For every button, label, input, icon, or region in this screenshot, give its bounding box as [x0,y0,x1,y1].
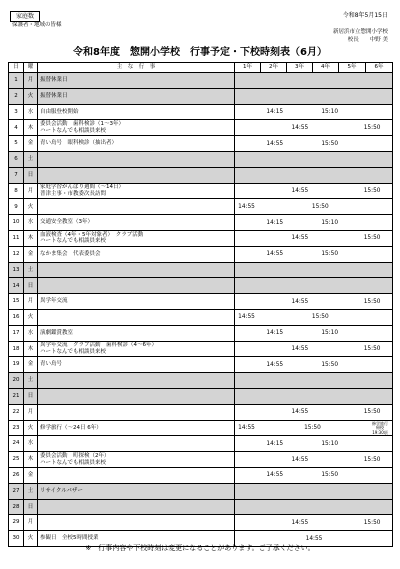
events-cell [38,246,235,262]
weekday-cell: 月 [24,73,38,89]
day-cell: 17 [9,325,24,341]
principal-name: 校長 中野 美 [347,37,388,43]
table-row [9,341,393,357]
weekday-cell: 土 [24,262,38,278]
day-cell: 19 [9,357,24,373]
schedule-body [9,73,393,547]
dismissal-time: 14:55 [291,408,309,415]
table-row [9,452,393,468]
dismissal-times-cell [235,294,393,310]
dismissal-time: 14:55 [266,472,284,479]
dismissal-times-cell [235,73,393,89]
day-cell: 10 [9,215,24,231]
table-row [9,73,393,89]
events-cell [38,515,235,531]
dismissal-times-cell [235,341,393,357]
dismissal-time: 15:50 [311,314,329,321]
table-row [9,120,393,136]
event-text: 青い鳥号 眼科検診（抽出者） [40,140,118,147]
dismissal-time: 14:55 [266,250,284,257]
table-row [9,183,393,199]
table-row [9,262,393,278]
events-cell [38,136,235,152]
day-cell: 2 [9,88,24,104]
events-cell [38,373,235,389]
weekday-cell: 木 [24,452,38,468]
addressee: 保護者・地域の皆様 [12,22,62,28]
dismissal-times-cell [235,230,393,246]
event-text: 委員会活動 歯科検診（1〜3年） [40,121,124,128]
events-cell [38,215,235,231]
day-cell: 28 [9,499,24,515]
dismissal-times-cell [235,151,393,167]
weekday-cell: 火 [24,420,38,436]
dismissal-times-cell [235,357,393,373]
event-text: リサイクルバザー [40,487,83,494]
events-cell [38,262,235,278]
event-text: 交通安全教室（3年） [40,219,93,226]
table-row [9,357,393,373]
table-row [9,294,393,310]
school-name: 新居浜市立惣開小学校 [332,29,388,35]
weekday-cell: 火 [24,309,38,325]
event-text: 血液検査（4年・5年対象者） クラブ活動 [40,231,144,238]
dismissal-time: 14:55 [305,535,323,542]
column-header-day: 日 [9,63,24,73]
event-text: 異学年交流 [40,298,68,305]
table-row [9,325,393,341]
day-cell: 27 [9,483,24,499]
events-cell [38,436,235,452]
event-text: 委員会活動 町探検（2年） [40,453,110,460]
weekday-cell: 土 [24,151,38,167]
dismissal-time: 15:50 [363,187,381,194]
table-row [9,499,393,515]
weekday-cell: 木 [24,230,38,246]
trip-note-line: 帰校 [376,425,384,431]
day-cell: 15 [9,294,24,310]
dismissal-time: 14:15 [266,219,284,226]
day-cell: 6 [9,151,24,167]
event-text: 普津主事・市教委次長訪問 [40,190,107,197]
table-row [9,515,393,531]
events-cell [38,452,235,468]
dismissal-time: 14:55 [291,298,309,305]
dismissal-time: 14:15 [266,440,284,447]
dismissal-times-cell [235,467,393,483]
dismissal-time: 15:10 [321,219,339,226]
dismissal-time: 15:10 [321,108,339,115]
weekday-cell: 月 [24,183,38,199]
event-text: 異学年交流 クラブ活動 歯科検診（4〜6年） [40,342,158,349]
event-text: 自由服登校開始 [40,108,79,115]
dismissal-time: 15:50 [321,140,339,147]
dismissal-time: 15:50 [363,456,381,463]
events-cell [38,388,235,404]
events-cell [38,404,235,420]
table-row [9,309,393,325]
dismissal-times-cell [235,404,393,420]
day-cell: 26 [9,467,24,483]
dismissal-time: 15:50 [363,345,381,352]
weekday-cell: 水 [24,325,38,341]
table-row [9,404,393,420]
weekday-cell: 金 [24,246,38,262]
day-cell: 23 [9,420,24,436]
column-header-events: 主 な 行 事 [38,63,235,73]
table-row [9,136,393,152]
dismissal-time: 14:55 [291,124,309,131]
weekday-cell: 木 [24,341,38,357]
table-row [9,230,393,246]
events-cell [38,88,235,104]
day-cell: 9 [9,199,24,215]
events-cell [38,341,235,357]
event-text: なかま集会 代表委員会 [40,250,101,257]
dismissal-time: 14:15 [266,108,284,115]
dismissal-times-cell [235,215,393,231]
table-row [9,88,393,104]
weekday-cell: 金 [24,467,38,483]
events-cell [38,230,235,246]
column-header-weekday: 曜 [24,63,38,73]
event-text: 青い鳥号 [40,361,63,368]
events-cell [38,483,235,499]
event-text: ハートなんでも相談員来校 [40,127,107,134]
weekday-cell: 土 [24,483,38,499]
weekday-cell: 金 [24,136,38,152]
dismissal-times-cell [235,88,393,104]
page-title: 令和8年度 惣開小学校 行事予定・下校時刻表（6月） [73,47,327,58]
event-text: 振替休業日 [40,92,68,99]
weekday-cell: 日 [24,499,38,515]
dismissal-time: 15:10 [321,329,339,336]
day-cell: 3 [9,104,24,120]
trip-return-note [369,422,391,436]
day-cell: 20 [9,373,24,389]
dismissal-time: 15:50 [363,124,381,131]
trip-note-line: 修学旅行 [372,420,388,426]
day-cell: 18 [9,341,24,357]
dismissal-time: 14:15 [266,329,284,336]
table-row [9,388,393,404]
table-row [9,104,393,120]
table-row [9,167,393,183]
event-text: 演劇鑑賞教室 [40,329,74,336]
event-text: 振替休業日 [40,77,68,84]
weekday-cell: 火 [24,531,38,547]
weekday-cell: 木 [24,120,38,136]
dismissal-times-cell [235,309,393,325]
dismissal-time: 15:50 [304,424,321,431]
table-header-row [9,63,393,73]
day-cell: 25 [9,452,24,468]
events-cell [38,120,235,136]
dismissal-time: 15:50 [321,361,339,368]
events-cell [38,278,235,294]
trip-note-line: 19:30頃 [372,429,388,435]
day-cell: 13 [9,262,24,278]
dismissal-times-cell [235,325,393,341]
weekday-cell: 日 [24,388,38,404]
day-cell: 4 [9,120,24,136]
events-cell [38,420,235,436]
dismissal-time: 14:55 [238,314,255,321]
column-header-grade-4: 4年 [313,63,339,73]
dismissal-times-cell [235,373,393,389]
weekday-cell: 火 [24,88,38,104]
dismissal-times-cell [235,388,393,404]
events-cell [38,294,235,310]
weekday-cell: 水 [24,436,38,452]
dismissal-time: 14:55 [291,235,309,242]
dismissal-times-cell [235,499,393,515]
weekday-cell: 土 [24,373,38,389]
event-text: 参観日 全校5時間授業 [40,535,99,542]
dismissal-time: 15:50 [363,235,381,242]
day-cell: 1 [9,73,24,89]
events-cell [38,309,235,325]
day-cell: 24 [9,436,24,452]
events-cell [38,183,235,199]
dismissal-times-cell [235,436,393,452]
disclaimer-note: ※ 行事内容や下校時刻は変更になることがあります。ご了承ください。 [85,544,315,552]
event-text: 修学旅行（〜24日 6年） [40,424,102,431]
event-text: ハートなんでも相談員来校 [40,348,107,355]
issue-date: 令和8年5月15日 [342,12,388,19]
dismissal-time: 14:55 [291,456,309,463]
weekday-cell: 日 [24,278,38,294]
events-cell [38,199,235,215]
column-header-grade-5: 5年 [339,63,366,73]
day-cell: 11 [9,230,24,246]
table-row [9,373,393,389]
weekday-cell: 日 [24,167,38,183]
dismissal-time: 14:55 [291,345,309,352]
dismissal-times-cell [235,136,393,152]
weekday-cell: 月 [24,404,38,420]
events-cell [38,325,235,341]
table-row [9,199,393,215]
events-cell [38,357,235,373]
dismissal-times-cell [235,278,393,294]
day-cell: 5 [9,136,24,152]
dismissal-times-cell [235,420,393,436]
dismissal-times-cell [235,104,393,120]
column-header-grade-3: 3年 [287,63,313,73]
dismissal-time: 15:50 [311,203,329,210]
event-text: 家庭学習がんばり週間（〜14日） [40,184,124,191]
dismissal-times-cell [235,199,393,215]
day-cell: 22 [9,404,24,420]
day-cell: 21 [9,388,24,404]
day-cell: 30 [9,531,24,547]
document-type-label: 家庭数 [10,11,40,22]
dismissal-times-cell [235,120,393,136]
day-cell: 16 [9,309,24,325]
table-row [9,246,393,262]
dismissal-time: 15:50 [363,298,381,305]
dismissal-times-cell [235,483,393,499]
day-cell: 8 [9,183,24,199]
table-row [9,483,393,499]
weekday-cell: 火 [24,199,38,215]
dismissal-times-cell [235,452,393,468]
day-cell: 14 [9,278,24,294]
dismissal-time: 15:50 [321,250,339,257]
schedule-table [8,62,393,547]
dismissal-time: 15:50 [363,408,381,415]
dismissal-time: 14:55 [266,140,284,147]
column-header-grade-1: 1年 [235,63,261,73]
events-cell [38,167,235,183]
table-row [9,467,393,483]
table-row [9,420,393,436]
event-text: ハートなんでも相談員来校 [40,459,107,466]
column-header-grade-2: 2年 [261,63,287,73]
dismissal-time: 15:10 [321,440,339,447]
table-row [9,151,393,167]
weekday-cell: 月 [24,294,38,310]
events-cell [38,104,235,120]
day-cell: 12 [9,246,24,262]
dismissal-time: 14:55 [238,424,255,431]
events-cell [38,499,235,515]
dismissal-time: 15:50 [321,472,339,479]
table-row [9,436,393,452]
dismissal-times-cell [235,262,393,278]
dismissal-times-cell [235,246,393,262]
dismissal-time: 14:55 [238,203,255,210]
weekday-cell: 水 [24,104,38,120]
dismissal-times-cell [235,515,393,531]
dismissal-times-cell [235,167,393,183]
events-cell [38,73,235,89]
day-cell: 29 [9,515,24,531]
dismissal-time: 14:55 [291,519,309,526]
table-row [9,215,393,231]
table-row [9,278,393,294]
column-header-grade-6: 6年 [366,63,393,73]
events-cell [38,467,235,483]
dismissal-time: 15:50 [363,519,381,526]
day-cell: 7 [9,167,24,183]
dismissal-time: 14:55 [291,187,309,194]
weekday-cell: 月 [24,515,38,531]
event-text: ハートなんでも相談員来校 [40,238,107,245]
dismissal-times-cell [235,183,393,199]
weekday-cell: 金 [24,357,38,373]
weekday-cell: 水 [24,215,38,231]
events-cell [38,151,235,167]
dismissal-time: 14:55 [266,361,284,368]
